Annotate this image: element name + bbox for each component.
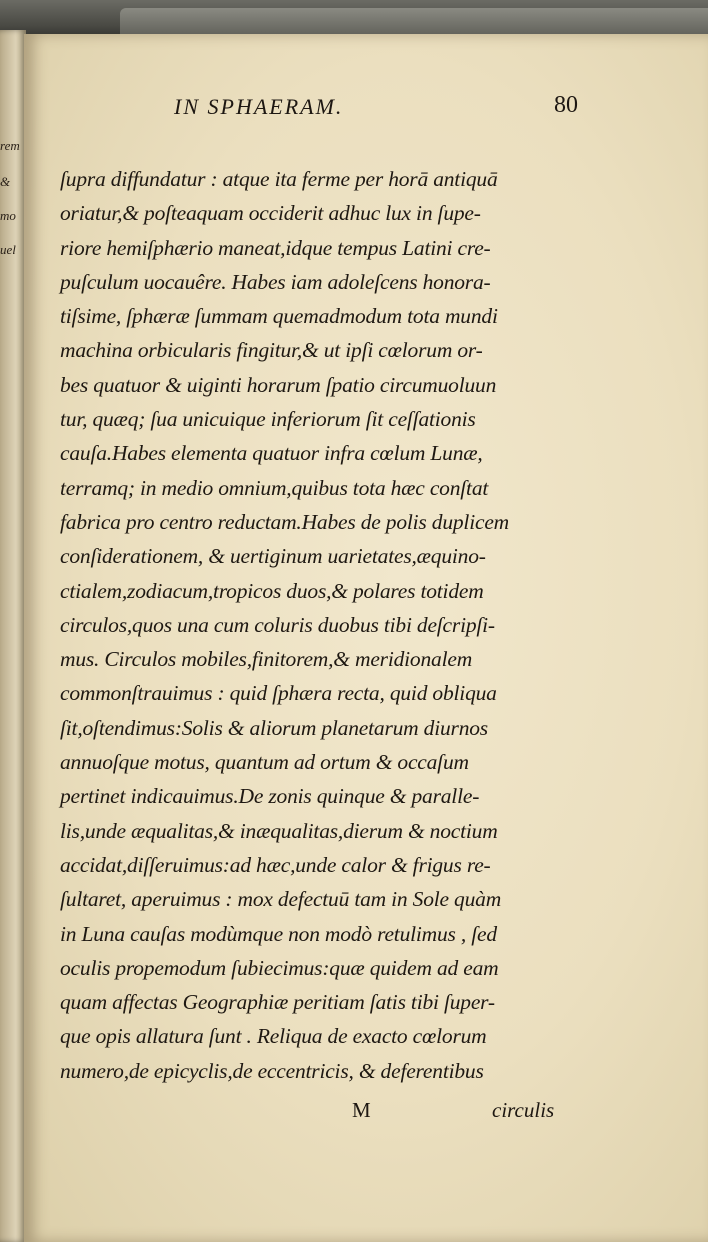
- body-text: [60, 162, 570, 1088]
- text-line: tur, quæq; ſua unicuique inferiorum ſit ceſſationis: [60, 407, 476, 432]
- text-line: fabrica pro centro reductam.Habes de polis duplicem: [60, 509, 509, 534]
- text-line: quam affectas Geographiæ peritiam ſatis tibi ſuper-: [60, 990, 495, 1015]
- page-number: 80: [554, 92, 578, 118]
- margin-fragment: uel: [0, 242, 16, 257]
- text-line: cauſa.Habes elementa quatuor infra cœlum Lunæ,: [60, 441, 483, 466]
- text-line: oriatur,& poſteaquam occiderit adhuc lux in ſupe-: [60, 201, 481, 226]
- book-page: [24, 34, 708, 1242]
- text-line: commonſtrauimus : quid ſphæra recta, quid obliqua: [60, 681, 497, 706]
- text-line: mus. Circulos mobiles,finitorem,& meridionalem: [60, 647, 473, 672]
- text-line: pertinet indicauimus.De zonis quinque & paralle-: [60, 784, 480, 809]
- text-line: puſculum uocauêre. Habes iam adoleſcens honora-: [60, 269, 491, 294]
- text-line: que opis allatura ſunt . Reliqua de exacto cœlorum: [60, 1024, 487, 1049]
- running-head: IN SPHAERAM.: [174, 94, 344, 119]
- margin-fragment: rem: [0, 138, 20, 153]
- text-line: conſiderationem, & uertiginum uarietates,æquino-: [60, 544, 486, 569]
- margin-fragment: &: [0, 174, 11, 189]
- margin-fragment: mo: [0, 208, 16, 223]
- text-line: numero,de epicyclis,de eccentricis, & deferentibus: [60, 1058, 484, 1083]
- text-line: tiſsime, ſphæræ ſummam quemadmodum tota mundi: [60, 304, 498, 329]
- text-line: lis,unde æqualitas,& inæqualitas,dierum & noctium: [60, 818, 498, 843]
- text-line: ſultaret, aperuimus : mox defectuū tam in Sole quàm: [60, 887, 502, 912]
- catchword: circulis: [492, 1098, 555, 1122]
- text-line: bes quatuor & uiginti horarum ſpatio circumuoluun: [60, 372, 497, 397]
- signature-mark: M: [352, 1098, 371, 1122]
- text-line: annuoſque motus, quantum ad ortum & occaſum: [60, 750, 469, 775]
- text-line: accidat,diſſeruimus:ad hæc,unde calor & frigus re-: [60, 852, 491, 877]
- text-line: circulos,quos una cum coluris duobus tibi deſcripſi-: [60, 612, 495, 637]
- text-line: ſit,oſtendimus:Solis & aliorum planetarum diurnos: [60, 715, 488, 740]
- text-line: ſupra diffundatur : atque ita ferme per horā antiquā: [60, 167, 498, 191]
- text-line: in Luna cauſas modùmque non modò retulimus , ſed: [60, 921, 497, 946]
- text-line: oculis propemodum ſubiecimus:quæ quidem ad eam: [60, 955, 499, 980]
- text-line: ctialem,zodiacum,tropicos duos,& polares totidem: [60, 578, 484, 603]
- text-line: riore hemiſphærio maneat,idque tempus Latini cre-: [60, 235, 491, 260]
- text-line: terramq; in medio omnium,quibus tota hæc conſtat: [60, 475, 489, 500]
- previous-page-edge: [0, 30, 26, 1242]
- text-line: machina orbicularis fingitur,& ut ipſi cœlorum or-: [60, 338, 483, 363]
